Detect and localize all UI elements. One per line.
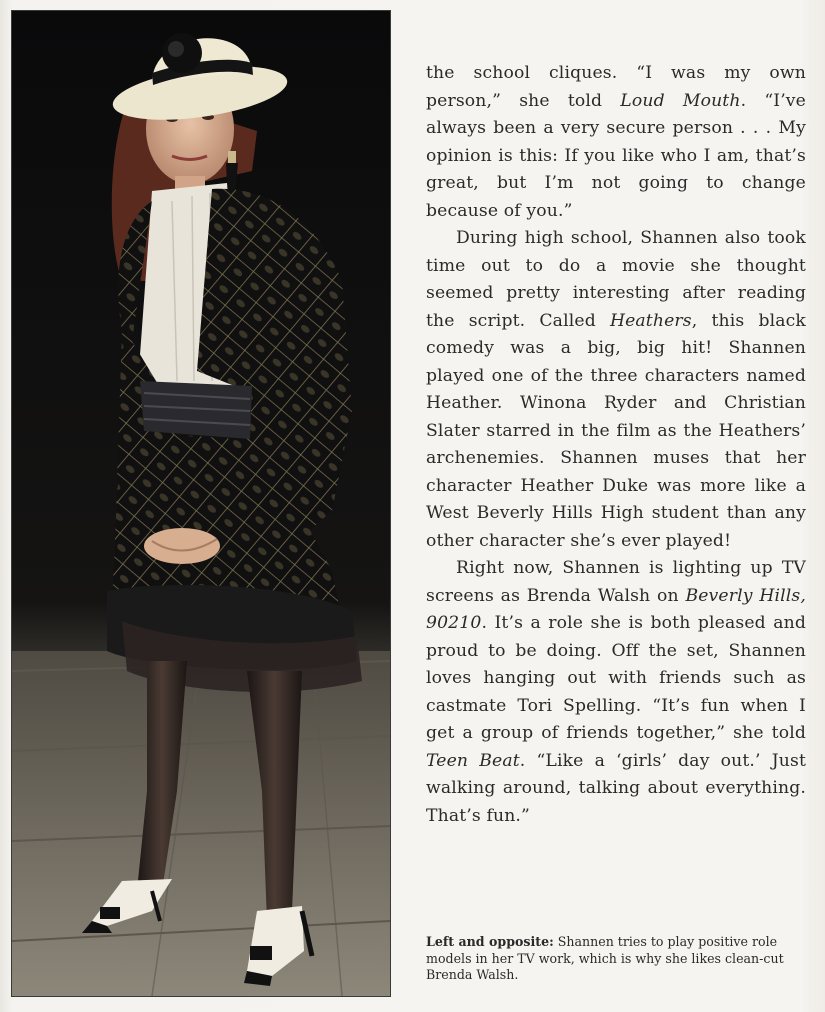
caption-text: Shannen tries to play positive role models in her TV work, which is why she likes clean-cut Brenda Walsh. (426, 934, 784, 982)
text-run: , this black comedy was a big, big hit! Shannen played one of the three characters named Heather. Winona Ryder and Christian Slater starred in the film as the Heathers’ archenemies. Shannen muses that her character Heather Duke was more like a West Beverly Hills High student than any other character she’s ever played! (426, 310, 806, 551)
text-run: . It’s a role she is both pleased and proud to be doing. Off the set, Shannen loves hanging out with friends such as castmate Tori Spelling. “It’s fun when I get a group of friends together,” she told (426, 613, 806, 743)
show-title: Beverly Hills, 90210 (426, 585, 806, 633)
photo-illustration (12, 11, 390, 996)
text-run: Right now, Shannen is lighting up TV screens as Brenda Walsh on (426, 558, 806, 606)
publication-title: Loud Mouth (620, 90, 741, 111)
text-run: During high school, Shannen also took time out to do a movie she thought seemed pretty interesting after reading the script. Called (426, 228, 806, 331)
article-paragraph-2 (426, 225, 806, 555)
film-title: Heathers (609, 310, 692, 331)
article-paragraph-1 (426, 60, 806, 225)
publication-title: Teen Beat (426, 750, 520, 771)
text-run: . “I’ve always been a very secure person . . . My opinion is this: If you like who I am, that’s great, but I’m not going to change because of you.” (426, 90, 806, 221)
photo-caption (426, 934, 804, 984)
article-paragraph-3 (426, 555, 806, 830)
text-run: . “Like a ‘girls’ day out.’ Just walking around, talking about everything. That’s fun.” (426, 750, 806, 826)
text-run: the school cliques. “I was my own person,” she told (426, 63, 806, 111)
photo-shannen (11, 10, 391, 997)
article-body (426, 60, 806, 830)
caption-lead: Left and opposite: (426, 934, 554, 949)
